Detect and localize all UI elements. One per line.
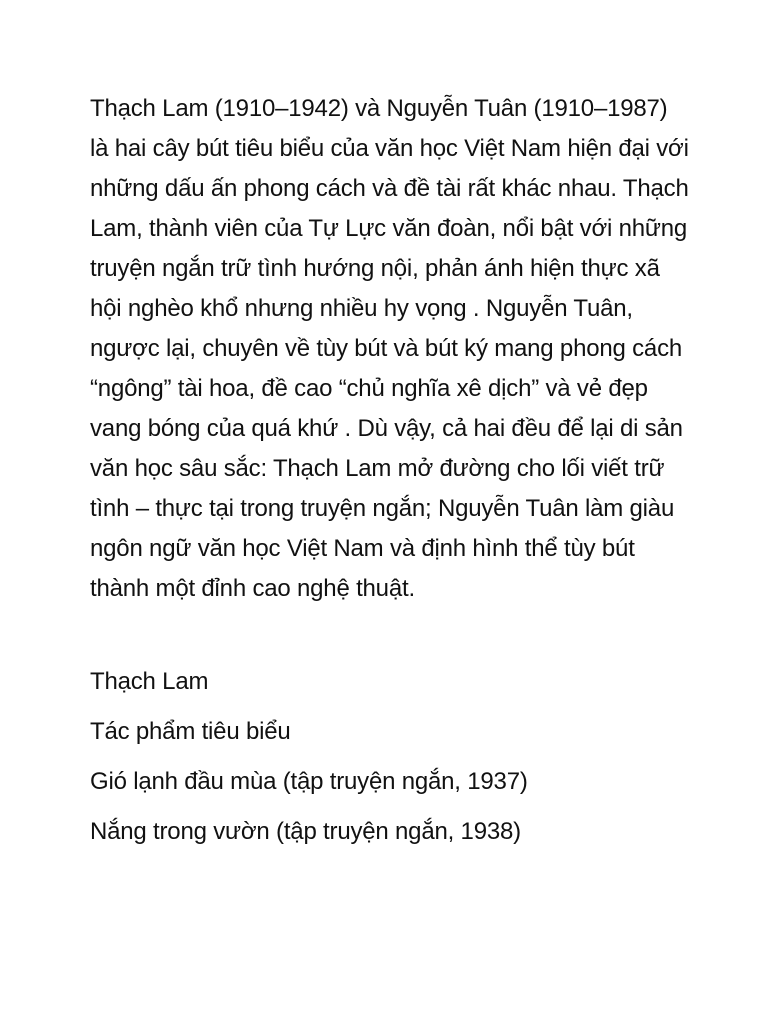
document-page <box>90 89 690 867</box>
author-section <box>90 667 690 847</box>
works-heading: Tác phẩm tiêu biểu <box>90 718 291 745</box>
work-item: Gió lạnh đầu mùa (tập truyện ngắn, 1937) <box>90 768 528 795</box>
author-heading: Thạch Lam <box>90 668 209 695</box>
work-item: Nắng trong vườn (tập truyện ngắn, 1938) <box>90 818 521 845</box>
intro-paragraph: Thạch Lam (1910–1942) và Nguyễn Tuân (1910–1987) là hai cây bút tiêu biểu của văn học Việt Nam hiện đại với những dấu ấn phong cách và đề tài rất khác nhau. Thạch Lam, thành viên của Tự Lực văn đoàn, nổi bật với những truyện ngắn trữ tình hướng nội, phản ánh hiện thực xã hội nghèo khổ nhưng nhiều hy vọng . Nguyễn Tuân, ngược lại, chuyên về tùy bút và bút ký mang phong cách “ngông” tài hoa, đề cao “chủ nghĩa xê dịch” và vẻ đẹp vang bóng của quá khứ . Dù vậy, cả hai đều để lại di sản văn học sâu sắc: Thạch Lam mở đường cho lối viết trữ tình – thực tại trong truyện ngắn; Nguyễn Tuân làm giàu ngôn ngữ văn học Việt Nam và định hình thể tùy bút thành một đỉnh cao nghệ thuật. <box>90 95 689 602</box>
